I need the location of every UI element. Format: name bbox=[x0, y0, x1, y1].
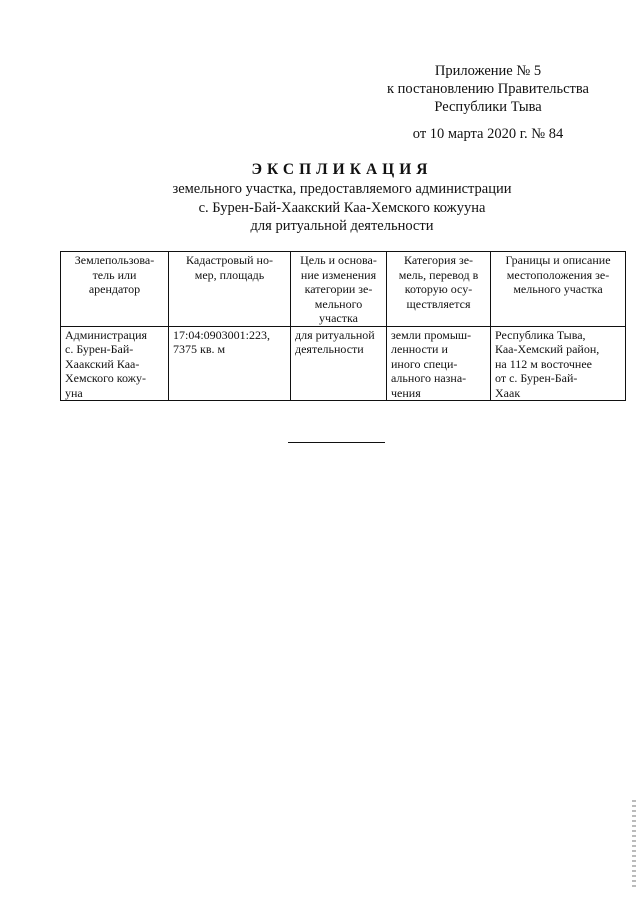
title-block bbox=[60, 160, 624, 236]
header-purpose: Цель и основа- ние изменения категории зе- мельного участка bbox=[291, 252, 387, 327]
subtitle-line: для ритуальной деятельности bbox=[250, 218, 434, 234]
appendix-date: от 10 марта 2020 г. № 84 bbox=[412, 126, 564, 142]
header-cadastral-number: Кадастровый но- мер, площадь bbox=[169, 252, 291, 327]
cell-purpose: для ритуальной деятельности bbox=[291, 326, 387, 401]
cell-boundaries: Республика Тыва, Каа-Хемский район, на 112 м восточнее от с. Бурен-Бай- Хаак bbox=[491, 326, 626, 401]
appendix-header bbox=[370, 62, 606, 116]
table-row bbox=[61, 326, 626, 401]
table-header-row bbox=[61, 252, 626, 327]
subtitle-line: с. Бурен-Бай-Хаакский Каа-Хемского кожууна bbox=[198, 199, 486, 216]
scan-edge-mark bbox=[632, 800, 636, 890]
header-land-category: Категория зе- мель, перевод в которую осу- ществляется bbox=[387, 252, 491, 327]
header-boundaries: Границы и описание местоположения зе- мельного участка bbox=[491, 252, 626, 327]
document-title: ЭКСПЛИКАЦИЯ bbox=[251, 161, 433, 178]
subtitle-line: земельного участка, предоставляемого администрации bbox=[172, 181, 512, 197]
appendix-line: Приложение № 5 bbox=[434, 63, 542, 79]
appendix-line: к постановлению Правительства bbox=[387, 81, 589, 97]
explication-table bbox=[60, 251, 626, 401]
cell-land-user: Администрация с. Бурен-Бай- Хаакский Каа- Хемского кожу- уна bbox=[61, 326, 169, 401]
cell-cadastral-number: 17:04:0903001:223, 7375 кв. м bbox=[169, 326, 291, 401]
header-land-user: Землепользова- тель или арендатор bbox=[61, 252, 169, 327]
appendix-line: Республики Тыва bbox=[434, 99, 542, 115]
separator-line bbox=[288, 442, 385, 443]
cell-land-category: земли промыш- ленности и иного специ- ального назна- чения bbox=[387, 326, 491, 401]
